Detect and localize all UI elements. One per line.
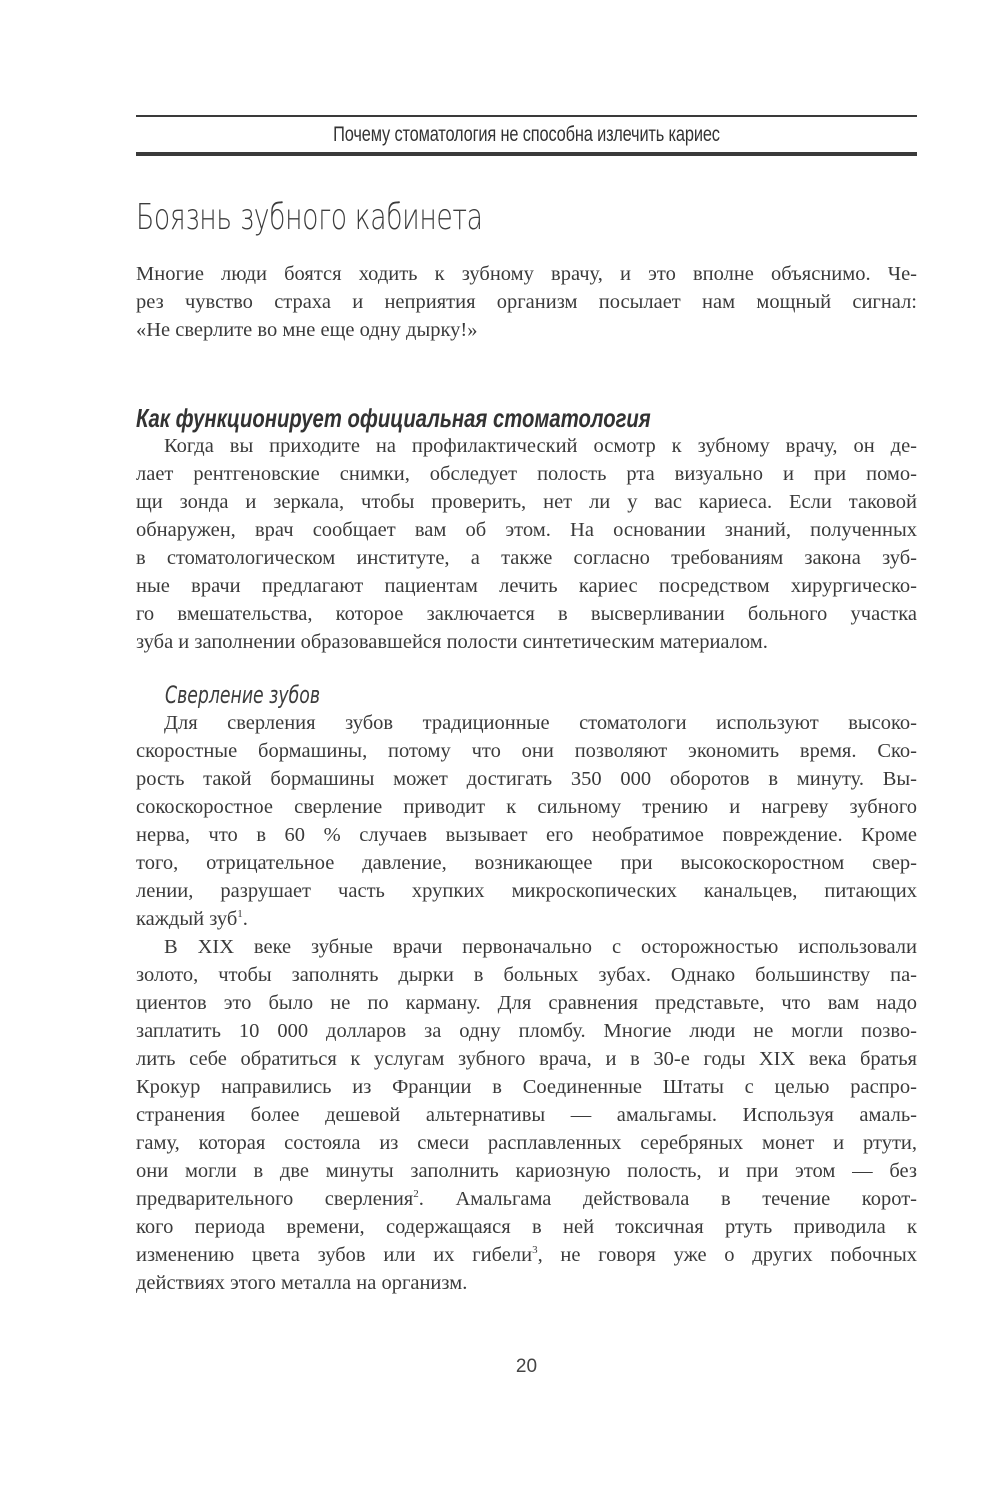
text-line: щи зонда и зеркала, чтобы проверить, нет ли у вас кариеса. Если таковой	[136, 491, 917, 513]
text-line: Для сверления зубов традиционные стоматологи используют высоко-	[164, 712, 917, 734]
subsection-paragraph-1	[136, 709, 917, 933]
text-fragment: каждый зуб	[136, 908, 238, 930]
running-head-bottom-rule	[136, 152, 917, 156]
text-line: кого периода времени, содержащаяся в ней токсичная ртуть приводила к	[136, 1216, 917, 1238]
text-line: лении, разрушает часть хрупких микроскопических канальцев, питающих	[136, 880, 917, 902]
text-line: го вмешательства, которое заключается в высверливании больного участка	[136, 603, 917, 625]
text-line	[136, 1185, 917, 1213]
text-line	[136, 1241, 917, 1269]
subsection-paragraph-2	[136, 933, 917, 1297]
text-fragment: . Амальгама действовала в течение корот-	[418, 1188, 917, 1210]
chapter-title: Боязнь зубного кабинета	[136, 197, 483, 238]
text-fragment: .	[242, 908, 248, 930]
footnote-ref-3[interactable]: 3	[532, 1244, 538, 1256]
text-line: лить себе обратиться к услугам зубного врача, и в 30-е годы XIX века братья	[136, 1048, 917, 1070]
text-line: Когда вы приходите на профилактический осмотр к зубному врачу, он де-	[164, 435, 917, 457]
text-line: лает рентгеновские снимки, обследует полость рта визуально и при помо-	[136, 463, 917, 485]
text-line: нерва, что в 60 % случаев вызывает его необратимое повреждение. Кроме	[136, 824, 917, 846]
text-line: циентов это было не по карману. Для сравнения представьте, что вам надо	[136, 992, 917, 1014]
text-line: зуба и заполнении образовавшейся полости синтетическим материалом.	[136, 631, 768, 653]
running-head-top-rule	[136, 115, 917, 117]
text-fragment: изменению цвета зубов или их гибели	[136, 1244, 533, 1266]
text-fragment: предварительного сверления	[136, 1188, 414, 1210]
text-line: золото, чтобы заполнять дырки в больных зубах. Однако большинству па-	[136, 964, 917, 986]
section-paragraph	[136, 432, 917, 656]
text-line: гаму, которая состояла из смеси расплавленных серебряных монет и ртути,	[136, 1132, 917, 1154]
text-line: рез чувство страха и неприятия организм посылает нам мощный сигнал:	[136, 291, 917, 313]
text-line: того, отрицательное давление, возникающее при высокоскоростном свер-	[136, 852, 917, 874]
text-line: Многие люди боятся ходить к зубному врачу, и это вполне объяснимо. Че-	[136, 263, 917, 285]
intro-paragraph	[136, 260, 917, 344]
text-line: ные врачи предлагают пациентам лечить кариес посредством хирургическо-	[136, 575, 917, 597]
text-fragment: , не говоря уже о других побочных	[537, 1244, 917, 1266]
text-line: заплатить 10 000 долларов за одну пломбу. Многие люди не могли позво-	[136, 1020, 917, 1042]
text-line: они могли в две минуты заполнить кариозную полость, и при этом — без	[136, 1160, 917, 1182]
text-line: странения более дешевой альтернативы — амальгамы. Используя амаль-	[136, 1104, 917, 1126]
text-line: В XIX веке зубные врачи первоначально с осторожностью использовали	[164, 936, 917, 958]
text-line: Крокур направились из Франции в Соединенные Штаты с целью распро-	[136, 1076, 917, 1098]
footnote-ref-2[interactable]: 2	[413, 1188, 419, 1200]
text-line: в стоматологическом институте, а также согласно требованиям закона зуб-	[136, 547, 917, 569]
text-line: скоростные бормашины, потому что они позволяют экономить время. Ско-	[136, 740, 917, 762]
text-line: обнаружен, врач сообщает вам об этом. На основании знаний, полученных	[136, 519, 917, 541]
section-heading: Как функционирует официальная стоматология	[136, 403, 651, 433]
text-line: сокоскоростное сверление приводит к сильному трению и нагреву зубного	[136, 796, 917, 818]
text-line: «Не сверлите во мне еще одну дырку!»	[136, 319, 478, 341]
text-line: рость такой бормашины может достигать 350 000 оборотов в минуту. Вы-	[136, 768, 917, 790]
page-number: 20	[515, 1356, 538, 1377]
footnote-ref-1[interactable]: 1	[237, 908, 243, 920]
subsection-heading: Сверление зубов	[165, 681, 321, 709]
text-line: действиях этого металла на организм.	[136, 1272, 468, 1294]
text-line	[136, 905, 917, 933]
running-head: Почему стоматология не способна излечить кариес	[333, 123, 720, 146]
